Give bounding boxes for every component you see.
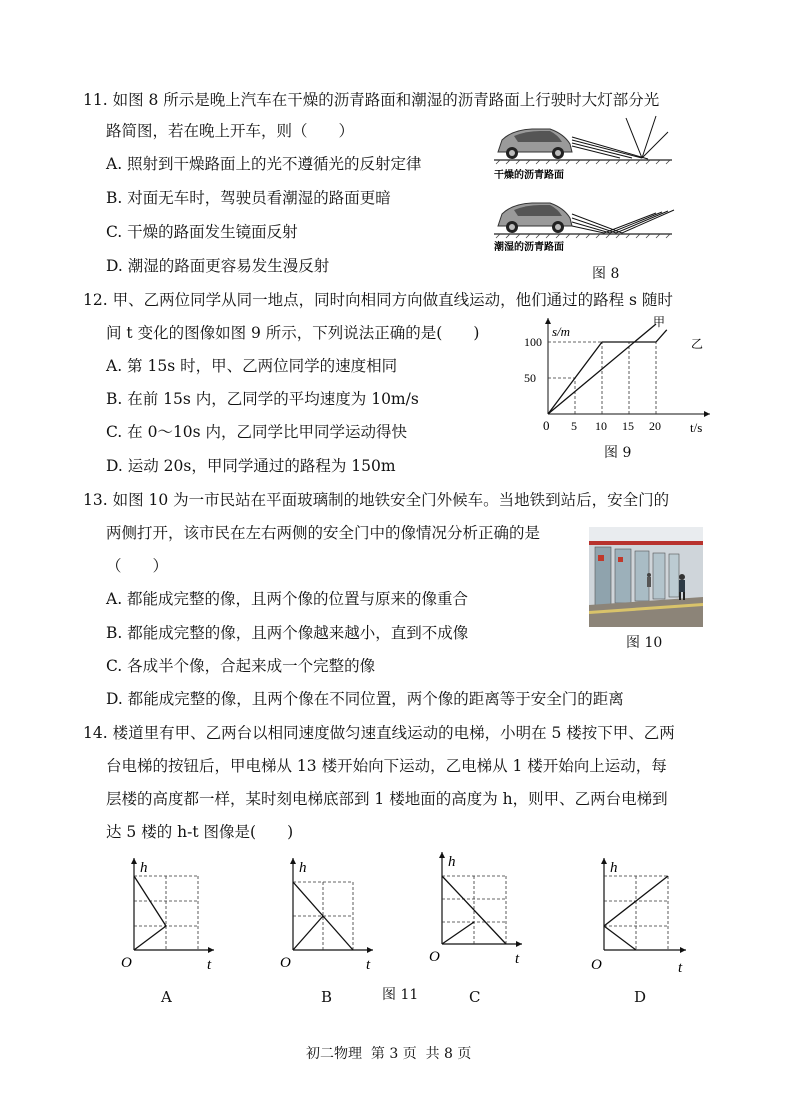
q11-option-b: B. 对面无车时，驾驶员看潮湿的路面更暗 — [106, 189, 391, 207]
figure-8 — [492, 112, 677, 266]
q11-option-c: C. 干燥的路面发生镜面反射 — [106, 223, 298, 241]
figure-8-caption: 图 8 — [592, 266, 620, 282]
figure-10-caption: 图 10 — [626, 635, 663, 651]
q14-text-line1: 14. 楼道里有甲、乙两台以相同速度做匀速直线运动的电梯，小明在 5 楼按下甲、乙两 — [83, 724, 675, 742]
graph-c-axis-t: t — [515, 951, 520, 967]
q14-text-line4: 达 5 楼的 h-t 图像是( ) — [106, 823, 294, 841]
q12-option-d: D. 运动 20s，甲同学通过的路程为 150m — [106, 457, 396, 475]
y-tick-label-50: 50 — [524, 371, 536, 385]
graph-a — [118, 852, 218, 978]
graph-a-axis-h: h — [140, 860, 148, 876]
car-wet-image — [498, 203, 572, 233]
q11-option-d: D. 潮湿的路面更容易发生漫反射 — [106, 257, 330, 275]
y-tick-label-100: 100 — [524, 335, 542, 349]
car-dry-image — [498, 129, 572, 159]
q13-option-c: C. 各成半个像，合起来成一个完整的像 — [106, 657, 376, 675]
q13-option-d: D. 都能成完整的像，且两个像在不同位置，两个像的距离等于安全门的距离 — [106, 690, 624, 708]
q13-text-line3: （ ） — [106, 557, 169, 575]
graph-c-label: C — [469, 988, 481, 1006]
graph-a-axis-t: t — [207, 957, 212, 973]
q13-option-b: B. 都能成完整的像，且两个像越来越小，直到不成像 — [106, 624, 469, 642]
q13-text-line1: 13. 如图 10 为一市民站在平面玻璃制的地铁安全门外候车。当地铁到站后，安全门的 — [83, 491, 670, 509]
graph-d-axis-t: t — [678, 960, 683, 976]
q14-text-line2: 台电梯的按钮后，甲电梯从 13 楼开始向下运动，乙电梯从 1 楼开始向上运动，每 — [106, 757, 667, 775]
graph-b-axis-h: h — [299, 860, 307, 876]
figure-11-caption: 图 11 — [382, 987, 419, 1003]
x-tick-label-20: 20 — [649, 419, 661, 433]
q11-option-a: A. 照射到干燥路面上的光不遵循光的反射定律 — [106, 155, 422, 173]
q11-text-line2: 路简图，若在晚上开车，则（ ） — [106, 122, 355, 140]
q12-text-line1: 12. 甲、乙两位同学从同一地点，同时向相同方向做直线运动，他们通过的路程 s 随时 — [83, 291, 673, 309]
graph-d-origin: O — [591, 957, 602, 973]
q12-option-c: C. 在 0～10s 内，乙同学比甲同学运动得快 — [106, 423, 408, 441]
series-label-yi: 乙 — [691, 337, 704, 351]
graph-d-axis-h: h — [610, 860, 618, 876]
graph-c-origin: O — [429, 949, 440, 965]
graph-b-axis-t: t — [366, 957, 371, 973]
x-tick-label-5: 5 — [571, 419, 577, 433]
graph-a-origin: O — [121, 955, 132, 971]
q12-option-a: A. 第 15s 时，甲、乙两位同学的速度相同 — [106, 357, 398, 375]
graph-c-axis-h: h — [448, 854, 456, 870]
graph-a-label: A — [161, 988, 172, 1006]
x-axis-arrow — [704, 411, 710, 417]
graph-d — [588, 852, 692, 980]
q12-text-line2: 间 t 变化的图像如图 9 所示，下列说法正确的是( ) — [106, 324, 480, 342]
x-tick-label-10: 10 — [595, 419, 607, 433]
y-axis-label: s/m — [552, 324, 571, 339]
graph-b — [277, 852, 377, 978]
q12-option-b: B. 在前 15s 内，乙同学的平均速度为 10m/s — [106, 390, 419, 408]
y-axis-arrow — [545, 318, 551, 324]
page-footer: 初二物理 第 3 页 共 8 页 — [306, 1046, 472, 1062]
figure-9-chart — [514, 312, 714, 444]
q11-text-line1: 11. 如图 8 所示是晚上汽车在干燥的沥青路面和潮湿的沥青路面上行驶时大灯部分光 — [83, 91, 660, 109]
series-label-jia: 甲 — [653, 315, 666, 329]
q13-text-line2: 两侧打开，该市民在左右两侧的安全门中的像情况分析正确的是 — [106, 524, 541, 542]
graph-d-label: D — [634, 988, 647, 1006]
figure-10-photo — [589, 527, 703, 631]
graph-c — [426, 846, 526, 974]
q14-text-line3: 层楼的高度都一样，某时刻电梯底部到 1 楼地面的高度为 h，则甲、乙两台电梯到 — [106, 790, 668, 808]
x-axis-label: t/s — [690, 420, 703, 435]
graph-b-label: B — [321, 988, 333, 1006]
x-tick-label-15: 15 — [622, 419, 634, 433]
origin-label: 0 — [543, 418, 550, 433]
figure-8-dry-label: 干燥的沥青路面 — [494, 170, 564, 181]
graph-b-origin: O — [280, 955, 291, 971]
figure-8-wet-label: 潮湿的沥青路面 — [494, 242, 564, 253]
q13-option-a: A. 都能成完整的像，且两个像的位置与原来的像重合 — [106, 590, 469, 608]
figure-9-caption: 图 9 — [604, 445, 632, 461]
